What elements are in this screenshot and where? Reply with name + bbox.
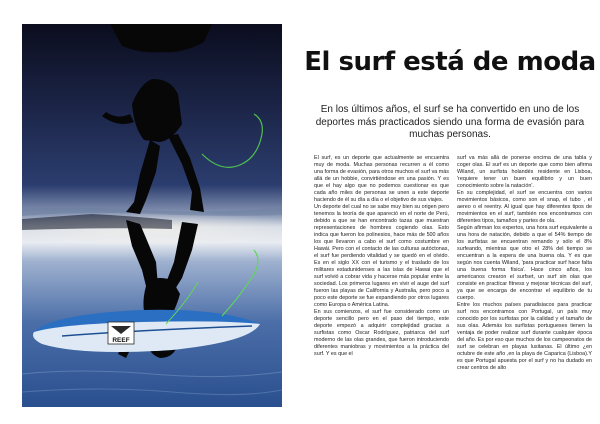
- paragraph: El surf, es un deporte que actualmente se encuentra muy de moda. Muchas personas recurren a él como una forma de evasión, para otros muchos el surf va más allá de un hobbie, convirtiéndose en una pasión. Y es que el hay algo que no podemos cuestionar es que cada año miles de personas se unen a este deporte haciendo de él su día a día o el objetivo de sus viajes.: [314, 155, 449, 203]
- paragraph: surf va más allá de ponerse encima de una tabla y coger olas. El surf es un deporte que como bien afirma Wiland, un surfista holandés residente en Lisboa, 'requiere tener un buen equilibrio y un buen conocimiento sobre la natación'.: [457, 155, 592, 189]
- article-body: [314, 155, 592, 417]
- board-logo-reef: REEF: [112, 337, 130, 344]
- paragraph: Según afirman los expertos, una hora surf equivalente a una hora de natación, debido a que el 54% tiempo de los surfistas se encuentran remando y sólo el 8% surfeando, mientras que otro el 28% del tiempo se encuentran a la espera de una buena ola. Y es que según nos cuenta Wiland, 'para practicar surf hace falta una buena forma física'. Hace cinco años, los americanos crearon el surfset, un surf sin olas que consiste en practicar fitness y mejorar técnicas del surf, ya que se encarga de encontrar el equilibrio de tu cuerpo.: [457, 225, 592, 301]
- paragraph: Un deporte del cual no se sabe muy bien su origen pero tenemos la teoría de que apareció en el norte de Perú, debido a que se han encontrado tazas que muestran representaciones de hombres cogiendo olas. Esto indica que fueron los polinesios, hace más de 500 años los que llevaron a cabo el surf como costumbre en Hawái. Pero con el contacto de las culturas autóctonas, el surf fue perdiendo vitalidad y se quedó en el olvido. Es en el siglo XX con el turismo y el traslado de los militares estadunidenses a las islas de Hawai que el surf volvió a cobrar vida y hacerse más popular entre la sociedad. Los primeros lugares en vivir el auge del surf fueron las playas de California y Australia, pero poco a poco este deporte se fue expandiendo por otros lugares como Europa o América Latina.: [314, 204, 449, 308]
- article-title: El surf está de moda: [304, 47, 596, 77]
- article-column-2: [457, 155, 592, 417]
- paragraph: En su complejidad, el surf se encuentra con varios movimientos básicos, como son el snap, el tubo , el aereo o el reentry. Al igual que hay diferentes tipos de movimientos en el surf, también nos encontramos con diferentes tipos, tamaños y partes de ola.: [457, 190, 592, 224]
- article-lead: En los últimos años, el surf se ha convertido en uno de los deportes más practicados siendo una forma de evasión para muchas personas.: [315, 104, 585, 140]
- article-column-1: [314, 155, 449, 417]
- surfer-reflection-photo: [22, 24, 282, 407]
- paragraph: En sus comienzos, el surf fue considerado como un deporte sencillo pero en el paso del tiempo, este deporte empezó a adquirir complejidad gracias a surfistas como Oscar Rodríguez, patriarca del surf moderno de las olas grandes, que fueron introduciendo diferentes maniobras y movimientos a la práctica del surf. Y es que el: [314, 309, 449, 357]
- paragraph: Entre los muchos países paradisiacos para practicar surf nos encontramos con Portugal, un país muy conocido por los surfistas por la calidad y el tamaño de sus olas. Además los surfistas portugueses tienen la ventaja de poder realizar surf durante cualquier época del año. Es por eso que muchos de los campeonatos de surf se celebran en playas lusitanas. El último ¿en octubre de este año ,en la playa de Caparica (Lisboa).Y es que Portugal apuesta por el surf y no ha dudado en crear centros de alto: [457, 302, 592, 371]
